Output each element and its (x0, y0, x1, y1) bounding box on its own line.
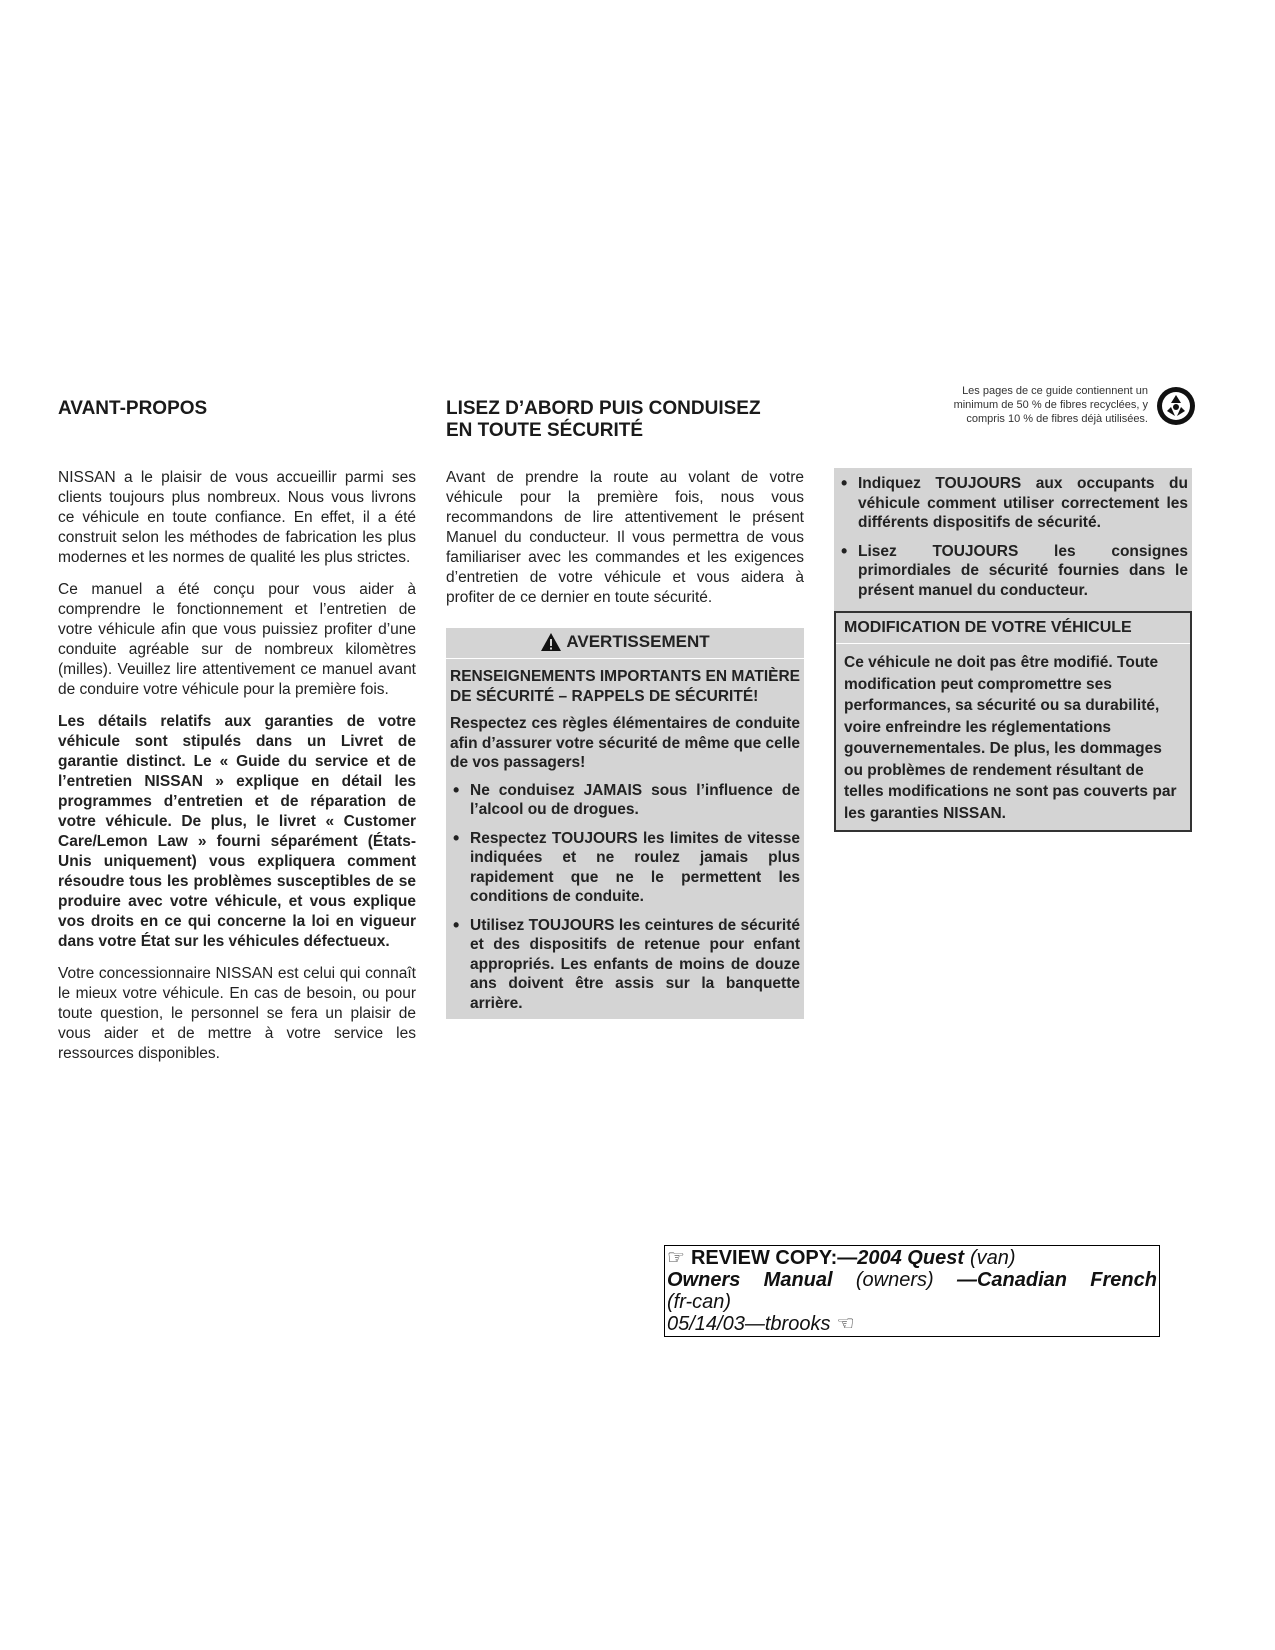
foreword-warranty-paragraph: Les détails relatifs aux garanties de votre véhicule sont stipulés dans un Livret de garantie distinct. Le « Guide du service et de l’entretien NISSAN » explique en détail les programmes d’entretien et de réparation de votre véhicule. De plus, le livret « Customer Care/Lemon Law » fourni séparément (États-Unis uniquement) vous expliquera comment résoudre tous les problèmes susceptibles de se produire avec votre véhicule, et vous explique vos droits en ce qui concerne la loi en vigueur dans votre État sur les véhicules défectueux. (58, 713, 416, 950)
foreword-paragraph-1: NISSAN a le plaisir de vous accueillir parmi ses clients toujours plus nombreux. Nous vous livrons ce véhicule en toute confiance. En effet, il a été construit selon les méthodes de fabrication les plus modernes et les normes de qualité les plus strictes. (58, 469, 416, 566)
review-word: —Canadian (956, 1269, 1067, 1291)
safety-bullet-list (838, 474, 1188, 600)
warning-box (446, 628, 804, 1019)
review-word: French (1090, 1269, 1157, 1291)
warning-triangle-icon (540, 632, 562, 652)
read-first-title-line1: LISEZ D’ABORD PUIS CONDUISEZ (446, 398, 761, 419)
modification-box (834, 611, 1192, 832)
foreword-title: AVANT-PROPOS (58, 398, 208, 419)
safety-bullets-box (834, 468, 1192, 611)
list-item: • Indiquez TOUJOURS aux occupants du véhicule comment utiliser correctement les différents dispositifs de sécurité. (838, 474, 1188, 533)
foreword-paragraph-2: Ce manuel a été conçu pour vous aider à comprendre le fonctionnement et l’entretien de votre véhicule afin que vous puissiez profiter d’une conduite agréable sur de nombreux kilomètres (milles). Veuillez lire attentivement ce manuel avant de conduire votre véhicule pour la première fois. (58, 581, 416, 698)
recycle-note: Les pages de ce guide contiennent un minimum de 50 % de fibres recyclées, y compris 10 % de fibres déjà utilisées. (953, 385, 1148, 425)
review-type: (van) (969, 1247, 1016, 1269)
list-item: • Utilisez TOUJOURS les ceintures de sécurité et des dispositifs de retenue pour enfant appropriés. Les enfants de moins de douze ans doivent être assis sur la banquette arrière. (450, 916, 800, 1014)
column-read-first (446, 398, 804, 1019)
read-first-paragraph: Avant de prendre la route au volant de votre véhicule pour la première fois, nous vous recommandons de lire attentivement le présent Manuel du conducteur. Il vous permettra de vous familiariser avec les commandes et les exigences d’entretien de votre véhicule et vous aidera à profiter de ce dernier en toute sécurité. (446, 469, 804, 606)
warning-subheading: RENSEIGNEMENTS IMPORTANTS EN MATIÈRE DE SÉCURITÉ – RAPPELS DE SÉCURITÉ! (450, 668, 800, 705)
review-model: 2004 Quest (857, 1247, 964, 1269)
review-language-code: (fr-can) (667, 1291, 732, 1313)
column-foreword (58, 398, 416, 1076)
foreword-dealer-paragraph: Votre concessionnaire NISSAN est celui qui connaît le mieux votre véhicule. En cas de besoin, ou pour toute question, le personnel se fera un plaisir de vous aider et de mettre à votre service les ressources disponibles. (58, 965, 416, 1062)
recycle-icon (1156, 386, 1196, 426)
review-word: Owners (667, 1269, 741, 1291)
warning-intro: Respectez ces règles élémentaires de conduite afin d’assurer votre sécurité de même que celle de vos passagers! (450, 715, 800, 771)
review-label: REVIEW COPY:— (690, 1247, 858, 1269)
warning-heading (446, 628, 804, 659)
pointing-hand-left-icon: ☜ (836, 1313, 855, 1335)
read-first-title (446, 398, 804, 442)
warning-bullet-list (450, 781, 800, 1014)
list-item: • Ne conduisez JAMAIS sous l’influence de l’alcool ou de drogues. (450, 781, 800, 820)
review-date-author: 05/14/03—tbrooks (667, 1313, 831, 1335)
warning-heading-text: AVERTISSEMENT (566, 632, 710, 651)
read-first-title-line2: EN TOUTE SÉCURITÉ (446, 420, 644, 441)
modification-body: Ce véhicule ne doit pas être modifié. Toute modification peut compromettre ses performances, sa sécurité ou sa durabilité, voire enfreindre les réglementations gouvernementales. De plus, les dommages ou problèmes de rendement résultant de telles modifications ne sont pas couverts par les garanties NISSAN. (844, 654, 1177, 822)
review-word: (owners) (855, 1269, 934, 1291)
modification-heading: MODIFICATION DE VOTRE VÉHICULE (836, 617, 1190, 644)
review-copy-stamp (664, 1245, 1160, 1337)
list-item: • Respectez TOUJOURS les limites de vitesse indiquées et ne roulez jamais plus rapidement que ne le permettent les conditions de conduite. (450, 829, 800, 907)
pointing-hand-right-icon: ☞ (667, 1247, 685, 1269)
column-safety-continued (834, 468, 1192, 832)
review-word: Manual (763, 1269, 833, 1291)
list-item: • Lisez TOUJOURS les consignes primordiales de sécurité fournies dans le présent manuel du conducteur. (838, 542, 1188, 601)
